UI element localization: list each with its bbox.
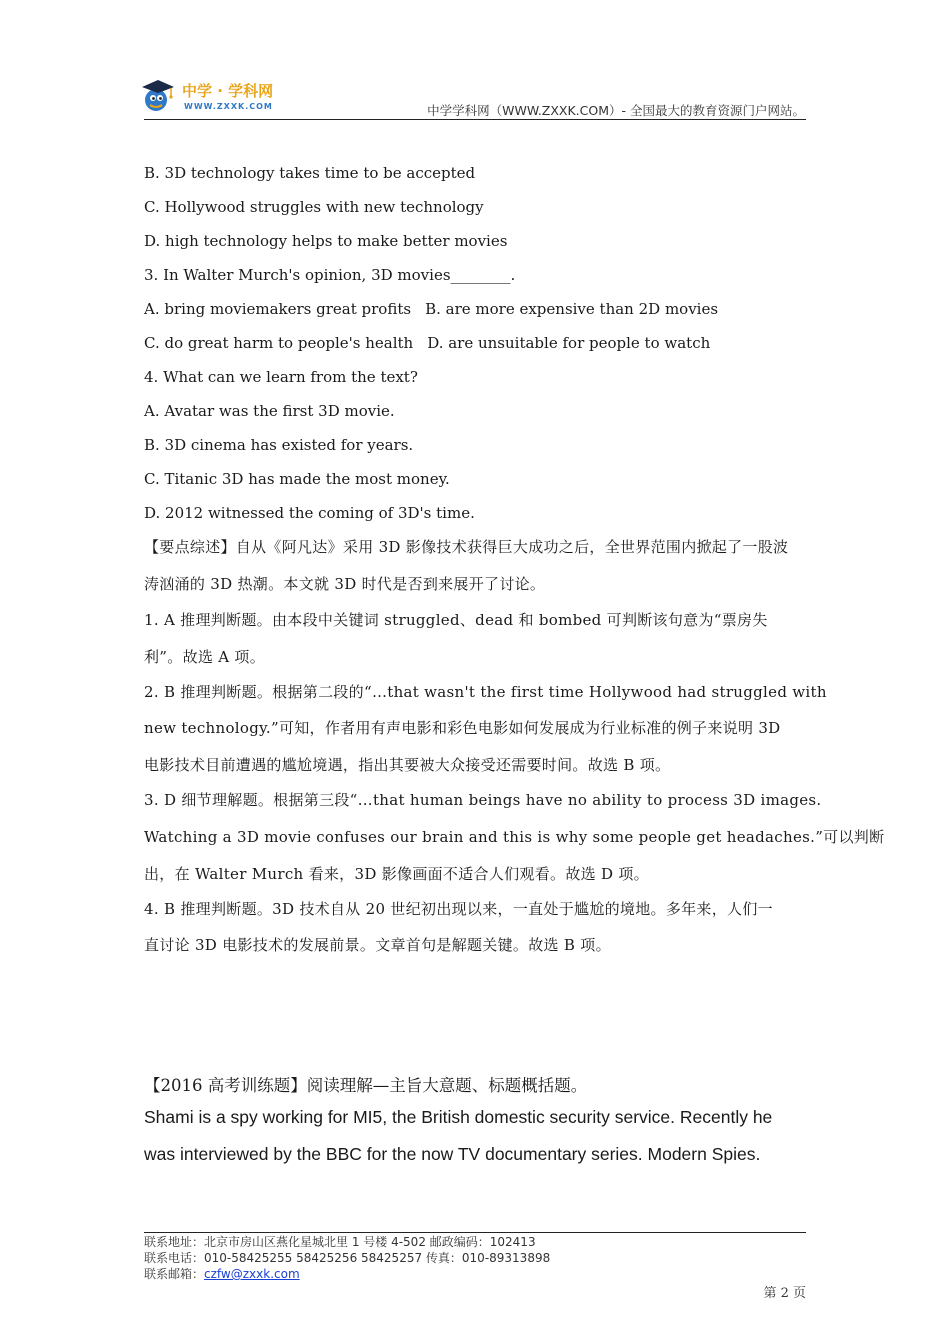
answer-4-line-1: 4. B 推理判断题。3D 技术自从 20 世纪初出现以来，一直处于尴尬的境地。多年来，人们一: [144, 900, 773, 918]
summary-line-2: 涛汹涌的 3D 热潮。本文就 3D 时代是否到来展开了讨论。: [144, 575, 546, 593]
answer-3-line-2: Watching a 3D movie confuses our brain and this is why some people get headaches.”可以判断: [144, 828, 885, 846]
q3-option-a: A. bring moviemakers great profits: [144, 300, 412, 318]
site-logo[interactable]: [138, 76, 288, 120]
q3-option-b: B. are more expensive than 2D movies: [425, 300, 719, 318]
footer-email-row: [144, 1267, 300, 1282]
footer-address: 联系地址：北京市房山区燕化星城北里 1 号楼 4-502 邮政编码：102413: [144, 1235, 536, 1249]
q3-options-ab: [144, 299, 718, 319]
q2-option-b: B. 3D technology takes time to be accepted: [144, 164, 476, 182]
q4-option-d: D. 2012 witnessed the coming of 3D's time.: [144, 504, 475, 522]
page-number: 第 2 页: [763, 1286, 806, 1301]
logo-url: WWW.ZXXK.COM: [184, 102, 273, 111]
answer-3-line-3: 出，在 Walter Murch 看来，3D 影像画面不适合人们观看。故选 D 项。: [144, 865, 649, 883]
answer-2-line-2: new technology.”可知，作者用有声电影和彩色电影如何发展成为行业标准的例子来说明 3D: [144, 719, 781, 737]
q4-option-c: C. Titanic 3D has made the most money.: [144, 470, 450, 488]
header-tagline: 中学学科网（WWW.ZXXK.COM）- 全国最大的教育资源门户网站。: [427, 103, 805, 118]
q4-option-b: B. 3D cinema has existed for years.: [144, 436, 414, 454]
passage-line-2: was interviewed by the BBC for the now TV documentary series. Modern Spies.: [144, 1144, 761, 1164]
answer-4-line-2: 直讨论 3D 电影技术的发展前景。文章首句是解题关键。故选 B 项。: [144, 936, 611, 954]
q2-option-c: C. Hollywood struggles with new technology: [144, 198, 484, 216]
footer-divider: [144, 1232, 806, 1233]
q3-options-cd: [144, 333, 710, 353]
q2-option-d: D. high technology helps to make better movies: [144, 232, 508, 250]
answer-2-line-3: 电影技术目前遭遇的尴尬境遇，指出其要被大众接受还需要时间。故选 B 项。: [144, 756, 671, 774]
q3-option-c: C. do great harm to people's health: [144, 334, 414, 352]
summary-line-1: 【要点综述】自从《阿凡达》采用 3D 影像技术获得巨大成功之后，全世界范围内掀起了一股波: [144, 538, 789, 556]
header-divider: [144, 119, 806, 120]
footer-phone: 联系电话：010-58425255 58425256 58425257 传真：010-89313898: [144, 1251, 551, 1265]
answer-2-line-1: 2. B 推理判断题。根据第二段的“…that wasn't the first time Hollywood had struggled with: [144, 683, 827, 701]
graduation-mascot-icon: [138, 76, 178, 116]
answer-3-line-1: 3. D 细节理解题。根据第三段“…that human beings have no ability to process 3D images.: [144, 791, 822, 809]
footer-email-link[interactable]: czfw@zxxk.com: [204, 1267, 300, 1281]
answer-1-line-2: 利”。故选 A 项。: [144, 648, 266, 666]
passage-line-1: Shami is a spy working for MI5, the British domestic security service. Recently he: [144, 1107, 773, 1127]
q3-stem: 3. In Walter Murch's opinion, 3D movies________.: [144, 266, 516, 284]
footer-email-label: 联系邮箱：: [144, 1267, 205, 1281]
section-heading: 【2016 高考训练题】阅读理解—主旨大意题、标题概括题。: [144, 1076, 588, 1095]
q4-stem: 4. What can we learn from the text?: [144, 368, 418, 386]
q3-option-d: D. are unsuitable for people to watch: [427, 334, 711, 352]
q4-option-a: A. Avatar was the first 3D movie.: [144, 402, 395, 420]
answer-1-line-1: 1. A 推理判断题。由本段中关键词 struggled、dead 和 bombed 可判断该句意为“票房失: [144, 611, 768, 629]
logo-title: 中学 · 学科网: [182, 82, 274, 100]
